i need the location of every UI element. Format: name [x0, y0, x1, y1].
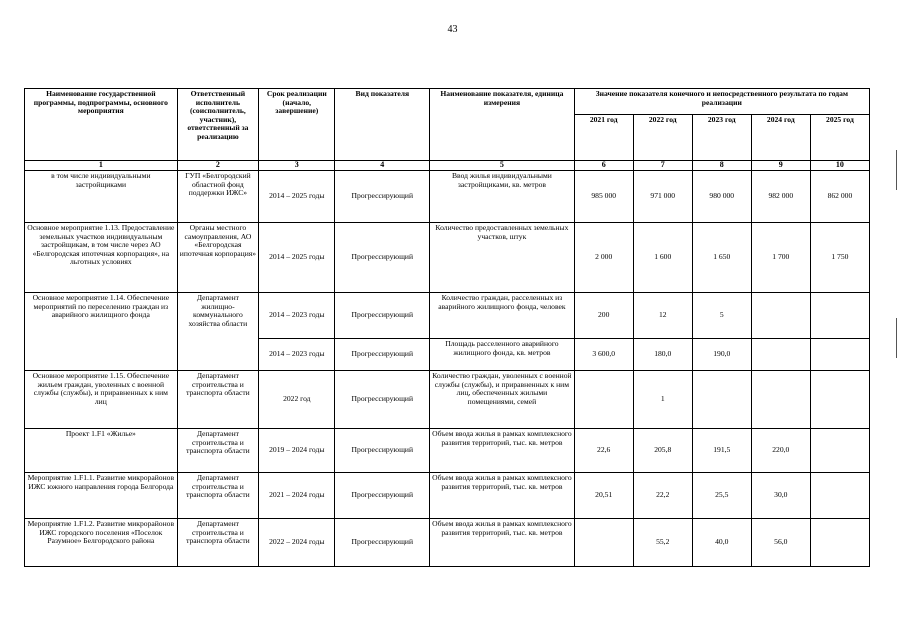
column-number-row [25, 161, 870, 171]
indicators-table [24, 88, 870, 567]
header-col-executor: Ответственный исполнитель (соисполнитель, участник), ответственный за реализацию [177, 89, 258, 161]
row-indicator: Количество предоставленных земельных участков, штук [430, 223, 575, 293]
table-row [25, 223, 870, 293]
row-value-2024: 982 000 [751, 171, 810, 223]
column-number: 5 [430, 161, 575, 171]
table-row [25, 171, 870, 223]
row-name: в том числе индивидуальными застройщиками [25, 171, 178, 223]
column-number: 4 [335, 161, 430, 171]
scan-mark-right-1 [896, 150, 897, 190]
row-value-2024 [751, 339, 810, 371]
row-value-2021: 22,6 [574, 429, 633, 473]
row-value-2023: 191,5 [692, 429, 751, 473]
column-number: 9 [751, 161, 810, 171]
table-row [25, 473, 870, 519]
row-value-2023: 1 650 [692, 223, 751, 293]
row-name: Проект 1.F1 «Жилье» [25, 429, 178, 473]
header-col-term: Срок реализации (начало, завершение) [259, 89, 335, 161]
row-value-2025 [810, 293, 869, 339]
row-value-2024: 220,0 [751, 429, 810, 473]
row-indicator: Количество граждан, уволенных с военной службы (службы), и приравненных к ним лиц, обеспеченных жилыми помещениями, семей [430, 371, 575, 429]
row-value-2022: 12 [633, 293, 692, 339]
header-year-2021: 2021 год [574, 115, 633, 161]
row-value-2022: 22,2 [633, 473, 692, 519]
row-value-2022: 1 [633, 371, 692, 429]
row-type: Прогрессирующий [335, 519, 430, 567]
row-indicator: Количество граждан, расселенных из аварийного жилищного фонда, человек [430, 293, 575, 339]
row-term: 2014 – 2023 годы [259, 339, 335, 371]
page-number: 43 [447, 24, 458, 35]
row-indicator: Объем ввода жилья в рамках комплексного развития территорий, тыс. кв. метров [430, 519, 575, 567]
row-type: Прогрессирующий [335, 371, 430, 429]
row-term: 2014 – 2025 годы [259, 171, 335, 223]
row-value-2022: 55,2 [633, 519, 692, 567]
row-value-2024 [751, 293, 810, 339]
row-executor: Департамент строительства и транспорта области [177, 473, 258, 519]
header-col-name: Наименование государственной программы, подпрограммы, основного мероприятия [25, 89, 178, 161]
header-year-2025: 2025 год [810, 115, 869, 161]
row-value-2021: 2 000 [574, 223, 633, 293]
row-value-2024 [751, 371, 810, 429]
row-value-2023: 980 000 [692, 171, 751, 223]
header-col-indicator: Наименование показателя, единица измерения [430, 89, 575, 161]
row-name: Основное мероприятие 1.13. Предоставление земельных участков индивидуальным застройщикам, в том числе через АО «Белгородская ипотечная корпорация», на льготных условиях [25, 223, 178, 293]
row-term: 2022 – 2024 годы [259, 519, 335, 567]
row-indicator: Объем ввода жилья в рамках комплексного развития территорий, тыс. кв. метров [430, 429, 575, 473]
row-value-2025 [810, 339, 869, 371]
row-value-2022: 1 600 [633, 223, 692, 293]
table-row [25, 519, 870, 567]
column-number: 10 [810, 161, 869, 171]
row-indicator: Площадь расселенного аварийного жилищного фонда, кв. метров [430, 339, 575, 371]
row-name: Основное мероприятие 1.15. Обеспечение жильем граждан, уволенных с военной службы (службы), и приравненных к ним лиц [25, 371, 178, 429]
row-value-2022: 205,8 [633, 429, 692, 473]
row-type: Прогрессирующий [335, 429, 430, 473]
row-name: Мероприятие 1.F1.1. Развитие микрорайонов ИЖС южного направления города Белгорода [25, 473, 178, 519]
header-year-2023: 2023 год [692, 115, 751, 161]
row-type: Прогрессирующий [335, 171, 430, 223]
column-number: 2 [177, 161, 258, 171]
row-executor: Органы местного самоуправления, АО «Белгородская ипотечная корпорация» [177, 223, 258, 293]
table-row [25, 371, 870, 429]
row-value-2021: 3 600,0 [574, 339, 633, 371]
table-row [25, 429, 870, 473]
header-year-2024: 2024 год [751, 115, 810, 161]
row-value-2021: 200 [574, 293, 633, 339]
row-value-2024: 56,0 [751, 519, 810, 567]
row-executor: Департамент строительства и транспорта области [177, 519, 258, 567]
row-value-2024: 30,0 [751, 473, 810, 519]
column-number: 3 [259, 161, 335, 171]
row-value-2021 [574, 371, 633, 429]
row-value-2021: 20,51 [574, 473, 633, 519]
row-value-2021 [574, 519, 633, 567]
table-header [25, 89, 870, 171]
row-indicator: Ввод жилья индивидуальными застройщиками, кв. метров [430, 171, 575, 223]
row-value-2022: 971 000 [633, 171, 692, 223]
table-body [25, 171, 870, 567]
row-value-2025 [810, 371, 869, 429]
row-term: 2014 – 2023 годы [259, 293, 335, 339]
column-number: 6 [574, 161, 633, 171]
row-value-2023: 5 [692, 293, 751, 339]
scan-mark-right-2 [896, 318, 897, 358]
row-value-2025: 1 750 [810, 223, 869, 293]
row-value-2023: 25,5 [692, 473, 751, 519]
row-name: Основное мероприятие 1.14. Обеспечение мероприятий по переселению граждан из аварийного жилищного фонда [25, 293, 178, 371]
row-value-2023: 40,0 [692, 519, 751, 567]
row-value-2025: 862 000 [810, 171, 869, 223]
header-col-values: Значение показателя конечного и непосредственного результата по годам реализации [574, 89, 869, 115]
row-executor: Департамент строительства и транспорта области [177, 371, 258, 429]
header-col-type: Вид показателя [335, 89, 430, 161]
row-value-2025 [810, 519, 869, 567]
header-year-2022: 2022 год [633, 115, 692, 161]
row-type: Прогрессирующий [335, 473, 430, 519]
row-value-2023: 190,0 [692, 339, 751, 371]
table-row [25, 293, 870, 339]
row-value-2024: 1 700 [751, 223, 810, 293]
row-term: 2021 – 2024 годы [259, 473, 335, 519]
row-term: 2019 – 2024 годы [259, 429, 335, 473]
row-executor: Департамент жилищно-коммунального хозяйства области [177, 293, 258, 371]
column-number: 7 [633, 161, 692, 171]
column-number: 8 [692, 161, 751, 171]
row-type: Прогрессирующий [335, 293, 430, 339]
row-value-2023 [692, 371, 751, 429]
row-term: 2022 год [259, 371, 335, 429]
row-value-2021: 985 000 [574, 171, 633, 223]
row-value-2025 [810, 473, 869, 519]
row-name: Мероприятие 1.F1.2. Развитие микрорайонов ИЖС городского поселения «Поселок Разумное» Белгородского района [25, 519, 178, 567]
row-executor: Департамент строительства и транспорта области [177, 429, 258, 473]
row-executor: ГУП «Белгородский областной фонд поддержки ИЖС» [177, 171, 258, 223]
row-type: Прогрессирующий [335, 339, 430, 371]
row-indicator: Объем ввода жилья в рамках комплексного развития территорий, тыс. кв. метров [430, 473, 575, 519]
column-number: 1 [25, 161, 178, 171]
row-term: 2014 – 2025 годы [259, 223, 335, 293]
row-type: Прогрессирующий [335, 223, 430, 293]
row-value-2025 [810, 429, 869, 473]
row-value-2022: 180,0 [633, 339, 692, 371]
